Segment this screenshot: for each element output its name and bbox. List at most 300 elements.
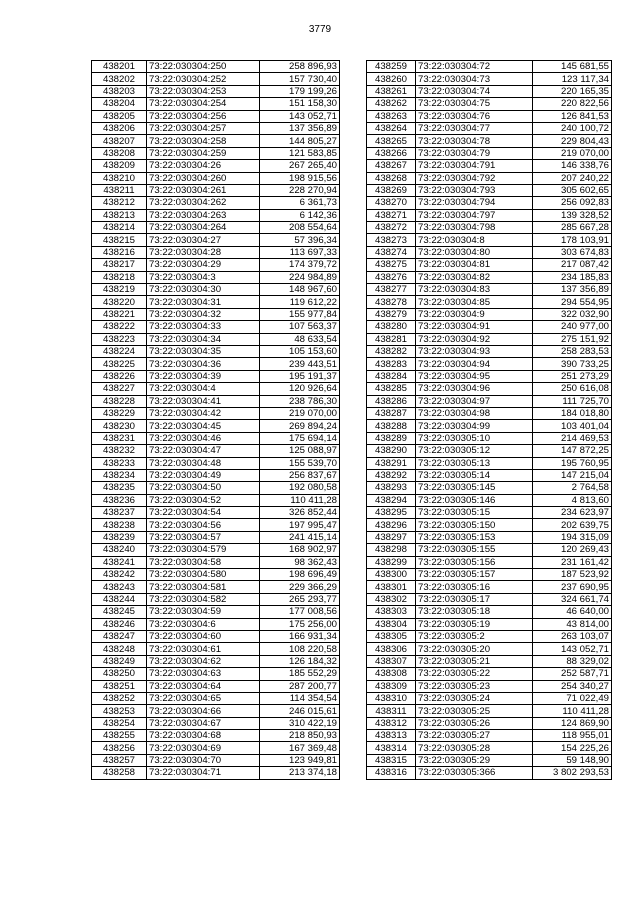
table-row (92, 519, 340, 531)
cadastral-value: 46 640,00 (533, 606, 612, 618)
row-number: 438221 (92, 308, 147, 320)
table-row (92, 606, 340, 618)
row-number: 438270 (367, 197, 416, 209)
row-number: 438228 (92, 395, 147, 407)
row-number: 438267 (367, 160, 416, 172)
cadastral-number: 73:22:030304:257 (147, 122, 260, 134)
row-number: 438216 (92, 246, 147, 258)
row-number: 438245 (92, 606, 147, 618)
table-row (92, 321, 340, 333)
cadastral-value: 263 103,07 (533, 630, 612, 642)
row-number: 438240 (92, 544, 147, 556)
table-row (92, 432, 340, 444)
cadastral-number: 73:22:030305:23 (416, 680, 533, 692)
table-row (92, 457, 340, 469)
row-number: 438315 (367, 754, 416, 766)
cadastral-number: 73:22:030304:39 (147, 370, 260, 382)
cadastral-number: 73:22:030305:25 (416, 705, 533, 717)
cadastral-value: 57 396,34 (260, 234, 340, 246)
row-number: 438275 (367, 259, 416, 271)
table-row (92, 234, 340, 246)
row-number: 438250 (92, 668, 147, 680)
cadastral-number: 73:22:030304:791 (416, 160, 533, 172)
table-row (92, 184, 340, 196)
row-number: 438268 (367, 172, 416, 184)
table-row (367, 122, 612, 134)
cadastral-number: 73:22:030305:28 (416, 742, 533, 754)
row-number: 438282 (367, 345, 416, 357)
table-row (92, 754, 340, 766)
row-number: 438241 (92, 556, 147, 568)
table-row (92, 122, 340, 134)
row-number: 438279 (367, 308, 416, 320)
table-row (367, 383, 612, 395)
cadastral-value: 197 995,47 (260, 519, 340, 531)
cadastral-number: 73:22:030304:81 (416, 259, 533, 271)
cadastral-value: 229 804,43 (533, 135, 612, 147)
cadastral-number: 73:22:030304:263 (147, 209, 260, 221)
row-number: 438205 (92, 110, 147, 122)
row-number: 438258 (92, 767, 147, 779)
table-row (367, 767, 612, 779)
cadastral-value: 240 100,72 (533, 122, 612, 134)
table-row (367, 618, 612, 630)
table-row (92, 507, 340, 519)
cadastral-value: 178 103,91 (533, 234, 612, 246)
cadastral-number: 73:22:030304:92 (416, 333, 533, 345)
cadastral-number: 73:22:030304:580 (147, 569, 260, 581)
cadastral-number: 73:22:030304:54 (147, 507, 260, 519)
table-row (367, 519, 612, 531)
cadastral-value: 118 955,01 (533, 730, 612, 742)
row-number: 438272 (367, 222, 416, 234)
cadastral-value: 220 165,35 (533, 85, 612, 97)
cadastral-number: 73:22:030304:95 (416, 370, 533, 382)
cadastral-value: 239 443,51 (260, 358, 340, 370)
row-number: 438264 (367, 122, 416, 134)
table-row (92, 110, 340, 122)
cadastral-number: 73:22:030305:29 (416, 754, 533, 766)
table-row (367, 581, 612, 593)
table-row (367, 754, 612, 766)
table-row (367, 61, 612, 73)
cadastral-number: 73:22:030304:9 (416, 308, 533, 320)
cadastral-value: 167 369,48 (260, 742, 340, 754)
cadastral-value: 88 329,02 (533, 655, 612, 667)
table-row (92, 544, 340, 556)
cadastral-number: 73:22:030305:145 (416, 482, 533, 494)
row-number: 438226 (92, 370, 147, 382)
cadastral-value: 238 786,30 (260, 395, 340, 407)
table-row (367, 209, 612, 221)
table-row (367, 668, 612, 680)
cadastral-number: 73:22:030304:99 (416, 420, 533, 432)
cadastral-value: 43 814,00 (533, 618, 612, 630)
cadastral-number: 73:22:030304:91 (416, 321, 533, 333)
row-number: 438217 (92, 259, 147, 271)
cadastral-number: 73:22:030304:252 (147, 73, 260, 85)
cadastral-value: 256 837,67 (260, 469, 340, 481)
table-row (367, 507, 612, 519)
table-row (367, 345, 612, 357)
table-row (92, 692, 340, 704)
cadastral-number: 73:22:030304:46 (147, 432, 260, 444)
row-number: 438213 (92, 209, 147, 221)
table-row (92, 618, 340, 630)
table-row (92, 668, 340, 680)
table-row (92, 345, 340, 357)
row-number: 438301 (367, 581, 416, 593)
row-number: 438295 (367, 507, 416, 519)
cadastral-value: 185 552,29 (260, 668, 340, 680)
row-number: 438237 (92, 507, 147, 519)
table-row (367, 259, 612, 271)
row-number: 438285 (367, 383, 416, 395)
cadastral-number: 73:22:030304:792 (416, 172, 533, 184)
cadastral-value: 229 366,29 (260, 581, 340, 593)
cadastral-number: 73:22:030304:31 (147, 296, 260, 308)
cadastral-number: 73:22:030304:57 (147, 531, 260, 543)
cadastral-value: 145 681,55 (533, 61, 612, 73)
table-row (92, 296, 340, 308)
cadastral-number: 73:22:030304:69 (147, 742, 260, 754)
cadastral-number: 73:22:030304:56 (147, 519, 260, 531)
cadastral-number: 73:22:030304:3 (147, 271, 260, 283)
row-number: 438253 (92, 705, 147, 717)
cadastral-value: 250 616,08 (533, 383, 612, 395)
row-number: 438210 (92, 172, 147, 184)
cadastral-value: 137 356,89 (533, 284, 612, 296)
cadastral-number: 73:22:030304:4 (147, 383, 260, 395)
row-number: 438259 (367, 61, 416, 73)
cadastral-value: 120 926,64 (260, 383, 340, 395)
cadastral-value: 110 411,28 (533, 705, 612, 717)
row-number: 438306 (367, 643, 416, 655)
cadastral-number: 73:22:030304:6 (147, 618, 260, 630)
cadastral-value: 139 328,52 (533, 209, 612, 221)
cadastral-number: 73:22:030305:10 (416, 432, 533, 444)
cadastral-number: 73:22:030305:15 (416, 507, 533, 519)
cadastral-value: 252 587,71 (533, 668, 612, 680)
table-row (92, 358, 340, 370)
cadastral-value: 251 273,29 (533, 370, 612, 382)
cadastral-number: 73:22:030304:78 (416, 135, 533, 147)
cadastral-value: 208 554,64 (260, 222, 340, 234)
cadastral-value: 111 725,70 (533, 395, 612, 407)
table-row (367, 358, 612, 370)
table-row (367, 160, 612, 172)
table-row (92, 383, 340, 395)
row-number: 438298 (367, 544, 416, 556)
row-number: 438236 (92, 494, 147, 506)
row-number: 438280 (367, 321, 416, 333)
table-row (92, 246, 340, 258)
cadastral-number: 73:22:030304:259 (147, 147, 260, 159)
table-row (92, 222, 340, 234)
cadastral-value: 108 220,58 (260, 643, 340, 655)
cadastral-value: 214 469,53 (533, 432, 612, 444)
cadastral-number: 73:22:030304:28 (147, 246, 260, 258)
cadastral-number: 73:22:030304:250 (147, 61, 260, 73)
cadastral-number: 73:22:030304:74 (416, 85, 533, 97)
row-number: 438287 (367, 407, 416, 419)
table-row (92, 308, 340, 320)
row-number: 438238 (92, 519, 147, 531)
cadastral-value: 258 896,93 (260, 61, 340, 73)
cadastral-value: 121 583,85 (260, 147, 340, 159)
row-number: 438294 (367, 494, 416, 506)
table-row (367, 630, 612, 642)
cadastral-number: 73:22:030304:33 (147, 321, 260, 333)
cadastral-value: 324 661,74 (533, 593, 612, 605)
table-row (367, 742, 612, 754)
cadastral-number: 73:22:030305:27 (416, 730, 533, 742)
cadastral-number: 73:22:030305:19 (416, 618, 533, 630)
table-row (367, 469, 612, 481)
table-row (367, 531, 612, 543)
cadastral-number: 73:22:030304:64 (147, 680, 260, 692)
row-number: 438297 (367, 531, 416, 543)
table-row (92, 767, 340, 779)
row-number: 438312 (367, 717, 416, 729)
table-row (367, 308, 612, 320)
cadastral-number: 73:22:030305:17 (416, 593, 533, 605)
cadastral-number: 73:22:030305:12 (416, 445, 533, 457)
row-number: 438231 (92, 432, 147, 444)
cadastral-value: 234 185,83 (533, 271, 612, 283)
table-row (92, 581, 340, 593)
row-number: 438262 (367, 98, 416, 110)
cadastral-number: 73:22:030305:16 (416, 581, 533, 593)
cadastral-value: 6 142,36 (260, 209, 340, 221)
row-number: 438277 (367, 284, 416, 296)
table-row (367, 432, 612, 444)
row-number: 438288 (367, 420, 416, 432)
row-number: 438206 (92, 122, 147, 134)
cadastral-number: 73:22:030304:256 (147, 110, 260, 122)
row-number: 438290 (367, 445, 416, 457)
row-number: 438296 (367, 519, 416, 531)
cadastral-number: 73:22:030304:258 (147, 135, 260, 147)
cadastral-number: 73:22:030304:49 (147, 469, 260, 481)
cadastral-number: 73:22:030304:579 (147, 544, 260, 556)
table-row (92, 395, 340, 407)
row-number: 438271 (367, 209, 416, 221)
row-number: 438235 (92, 482, 147, 494)
table-row (367, 717, 612, 729)
cadastral-value: 246 015,61 (260, 705, 340, 717)
table-row (367, 321, 612, 333)
table-row (367, 172, 612, 184)
table-row (367, 370, 612, 382)
cadastral-number: 73:22:030304:26 (147, 160, 260, 172)
cadastral-number: 73:22:030304:582 (147, 593, 260, 605)
table-row (367, 606, 612, 618)
table-row (367, 296, 612, 308)
table-row (92, 85, 340, 97)
cadastral-value: 267 265,40 (260, 160, 340, 172)
cadastral-number: 73:22:030305:21 (416, 655, 533, 667)
table-row (92, 135, 340, 147)
row-number: 438316 (367, 767, 416, 779)
row-number: 438247 (92, 630, 147, 642)
row-number: 438281 (367, 333, 416, 345)
cadastral-number: 73:22:030304:76 (416, 110, 533, 122)
cadastral-number: 73:22:030305:2 (416, 630, 533, 642)
table-row (92, 569, 340, 581)
table-row (367, 556, 612, 568)
cadastral-value: 144 805,27 (260, 135, 340, 147)
cadastral-value: 175 694,14 (260, 432, 340, 444)
row-number: 438299 (367, 556, 416, 568)
table-row (367, 197, 612, 209)
cadastral-number: 73:22:030304:42 (147, 407, 260, 419)
table-row (92, 742, 340, 754)
cadastral-number: 73:22:030304:261 (147, 184, 260, 196)
cadastral-number: 73:22:030304:96 (416, 383, 533, 395)
row-number: 438276 (367, 271, 416, 283)
cadastral-number: 73:22:030305:22 (416, 668, 533, 680)
row-number: 438249 (92, 655, 147, 667)
row-number: 438204 (92, 98, 147, 110)
table-row (92, 73, 340, 85)
row-number: 438243 (92, 581, 147, 593)
cadastral-number: 73:22:030304:61 (147, 643, 260, 655)
cadastral-number: 73:22:030305:156 (416, 556, 533, 568)
cadastral-value: 213 374,18 (260, 767, 340, 779)
cadastral-value: 125 088,97 (260, 445, 340, 457)
cadastral-value: 124 869,90 (533, 717, 612, 729)
table-row (367, 395, 612, 407)
cadastral-number: 73:22:030304:32 (147, 308, 260, 320)
table-row (92, 730, 340, 742)
cadastral-value: 275 151,92 (533, 333, 612, 345)
cadastral-value: 143 052,71 (260, 110, 340, 122)
cadastral-value: 166 931,34 (260, 630, 340, 642)
row-number: 438229 (92, 407, 147, 419)
cadastral-value: 175 256,00 (260, 618, 340, 630)
table-row (367, 73, 612, 85)
row-number: 438201 (92, 61, 147, 73)
cadastral-number: 73:22:030304:94 (416, 358, 533, 370)
row-number: 438311 (367, 705, 416, 717)
cadastral-number: 73:22:030305:14 (416, 469, 533, 481)
cadastral-value: 240 977,00 (533, 321, 612, 333)
cadastral-number: 73:22:030304:794 (416, 197, 533, 209)
row-number: 438207 (92, 135, 147, 147)
cadastral-value: 110 411,28 (260, 494, 340, 506)
cadastral-value: 258 283,53 (533, 345, 612, 357)
table-row (367, 222, 612, 234)
cadastral-value: 59 148,90 (533, 754, 612, 766)
cadastral-number: 73:22:030304:30 (147, 284, 260, 296)
row-number: 438248 (92, 643, 147, 655)
row-number: 438286 (367, 395, 416, 407)
row-number: 438291 (367, 457, 416, 469)
cadastral-number: 73:22:030304:8 (416, 234, 533, 246)
table-row (92, 494, 340, 506)
row-number: 438273 (367, 234, 416, 246)
table-row (367, 705, 612, 717)
cadastral-number: 73:22:030305:366 (416, 767, 533, 779)
cadastral-number: 73:22:030304:59 (147, 606, 260, 618)
table-row (92, 61, 340, 73)
table-row (92, 643, 340, 655)
cadastral-value: 218 850,93 (260, 730, 340, 742)
row-number: 438309 (367, 680, 416, 692)
table-row (92, 284, 340, 296)
cadastral-number: 73:22:030304:581 (147, 581, 260, 593)
row-number: 438254 (92, 717, 147, 729)
cadastral-number: 73:22:030305:153 (416, 531, 533, 543)
row-number: 438263 (367, 110, 416, 122)
cadastral-number: 73:22:030304:264 (147, 222, 260, 234)
table-row (367, 482, 612, 494)
row-number: 438214 (92, 222, 147, 234)
row-number: 438302 (367, 593, 416, 605)
table-row (92, 556, 340, 568)
table-row (367, 98, 612, 110)
cadastral-value: 123 949,81 (260, 754, 340, 766)
table-row (367, 494, 612, 506)
row-number: 438314 (367, 742, 416, 754)
cadastral-value: 202 639,75 (533, 519, 612, 531)
row-number: 438308 (367, 668, 416, 680)
cadastral-value: 310 422,19 (260, 717, 340, 729)
cadastral-value: 326 852,44 (260, 507, 340, 519)
cadastral-value: 237 690,95 (533, 581, 612, 593)
row-number: 438292 (367, 469, 416, 481)
cadastral-value: 231 161,42 (533, 556, 612, 568)
cadastral-value: 219 070,00 (533, 147, 612, 159)
cadastral-number: 73:22:030304:85 (416, 296, 533, 308)
table-row (92, 209, 340, 221)
row-number: 438208 (92, 147, 147, 159)
cadastral-value: 120 269,43 (533, 544, 612, 556)
table-row (92, 172, 340, 184)
row-number: 438222 (92, 321, 147, 333)
row-number: 438220 (92, 296, 147, 308)
row-number: 438284 (367, 370, 416, 382)
cadastral-value: 113 697,33 (260, 246, 340, 258)
cadastral-number: 73:22:030305:26 (416, 717, 533, 729)
table-row (92, 469, 340, 481)
table-row (367, 692, 612, 704)
row-number: 438266 (367, 147, 416, 159)
cadastral-number: 73:22:030305:24 (416, 692, 533, 704)
row-number: 438255 (92, 730, 147, 742)
cadastral-value: 303 674,83 (533, 246, 612, 258)
cadastral-value: 195 760,95 (533, 457, 612, 469)
row-number: 438293 (367, 482, 416, 494)
table-row (92, 655, 340, 667)
cadastral-number: 73:22:030304:35 (147, 345, 260, 357)
register-table-left (91, 60, 340, 780)
cadastral-value: 305 602,65 (533, 184, 612, 196)
cadastral-value: 71 022,49 (533, 692, 612, 704)
row-number: 438211 (92, 184, 147, 196)
cadastral-number: 73:22:030304:47 (147, 445, 260, 457)
cadastral-value: 254 340,27 (533, 680, 612, 692)
cadastral-value: 294 554,95 (533, 296, 612, 308)
cadastral-value: 155 977,84 (260, 308, 340, 320)
cadastral-value: 103 401,04 (533, 420, 612, 432)
cadastral-number: 73:22:030304:82 (416, 271, 533, 283)
cadastral-number: 73:22:030304:797 (416, 209, 533, 221)
cadastral-value: 48 633,54 (260, 333, 340, 345)
cadastral-value: 194 315,09 (533, 531, 612, 543)
cadastral-value: 146 338,76 (533, 160, 612, 172)
